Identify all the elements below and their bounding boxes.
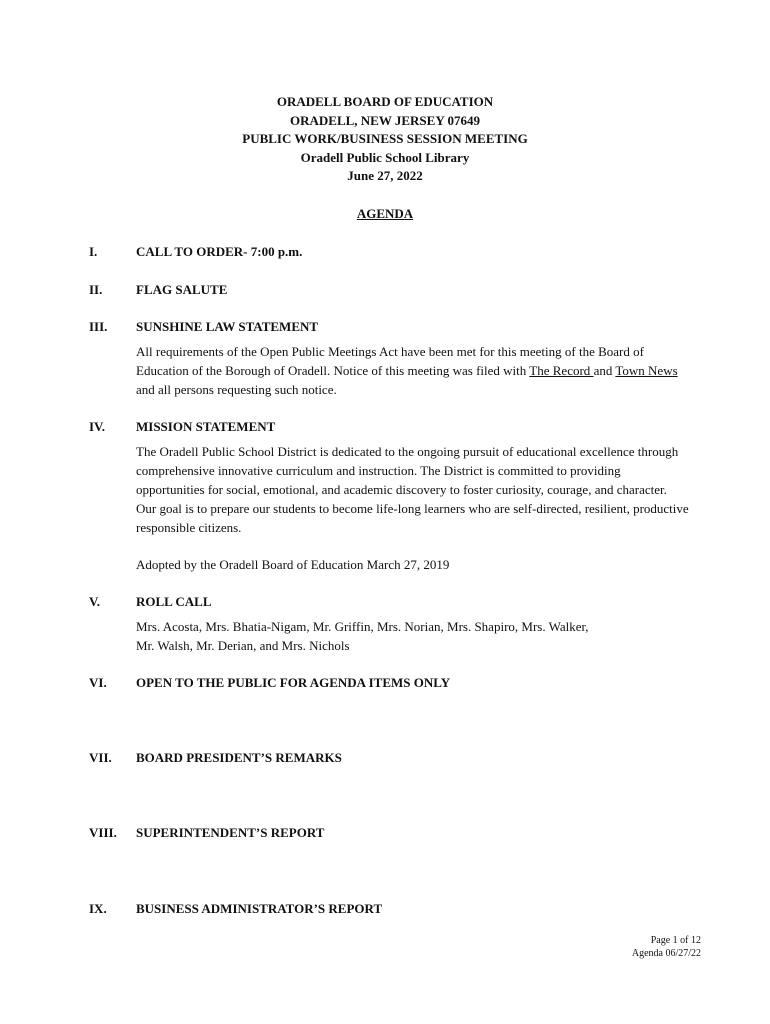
mission-adopted-note: Adopted by the Oradell Board of Education March 27, 2019	[136, 557, 450, 572]
sunshine-law-text: All requirements of the Open Public Meetings Act have been met for this meeting of the Board of Education of the Borough of Oradell. Notice of this meeting was filed with The Record and Town News and all persons requesting such notice.	[136, 344, 678, 397]
header-venue: Oradell Public School Library	[300, 149, 470, 165]
roll-call-line: Mr. Walsh, Mr. Derian, and Mrs. Nichols	[136, 637, 350, 653]
roll-call-members	[136, 618, 689, 656]
item-number: III.	[89, 319, 108, 334]
roll-call-line: Mrs. Acosta, Mrs. Bhatia-Nigam, Mr. Griffin, Mrs. Norian, Mrs. Shapiro, Mrs. Walker,	[136, 619, 589, 634]
item-number: II.	[89, 282, 103, 297]
mission-statement-text: The Oradell Public School District is dedicated to the ongoing pursuit of educational excellence through comprehensive innovative curriculum and instruction. The District is committed to providing opportunities for social, emotional, and academic discovery to foster curiosity, courage, and character. Our goal is to prepare our students to become life-long learners who are self-directed, resilient, productive responsible citizens.	[136, 444, 689, 535]
item-number: IX.	[89, 901, 107, 916]
item-title: OPEN TO THE PUBLIC FOR AGENDA ITEMS ONLY	[136, 675, 451, 690]
header-date: June 27, 2022	[347, 168, 423, 184]
item-title: CALL TO ORDER- 7:00 p.m.	[136, 244, 303, 259]
header-board-name: ORADELL BOARD OF EDUCATION	[276, 94, 494, 109]
item-number: IV.	[89, 419, 106, 434]
agenda-title: AGENDA	[356, 206, 414, 221]
item-title: SUNSHINE LAW STATEMENT	[136, 319, 319, 334]
item-number: VI.	[89, 675, 107, 690]
header-meeting-type: PUBLIC WORK/BUSINESS SESSION MEETING	[242, 131, 528, 147]
item-number: VII.	[89, 750, 112, 765]
document-header	[0, 93, 770, 186]
item-number: I.	[89, 244, 98, 259]
the-record-reference: The Record	[529, 362, 594, 378]
item-title: ROLL CALL	[136, 594, 212, 609]
item-title: FLAG SALUTE	[136, 282, 228, 297]
item-title: BOARD PRESIDENT’S REMARKS	[136, 750, 342, 765]
header-location: ORADELL, NEW JERSEY 07649	[290, 112, 480, 128]
page-number: Page 1 of 12	[650, 935, 701, 946]
item-number: V.	[89, 594, 100, 609]
agenda-date-footer: Agenda 06/27/22	[631, 947, 701, 959]
item-title: BUSINESS ADMINISTRATOR’S REPORT	[136, 901, 383, 916]
town-news-reference: Town News	[615, 362, 678, 378]
item-title: MISSION STATEMENT	[136, 419, 276, 434]
page-footer	[632, 935, 701, 960]
item-title: SUPERINTENDENT’S REPORT	[136, 825, 325, 840]
item-number: VIII.	[89, 825, 117, 840]
